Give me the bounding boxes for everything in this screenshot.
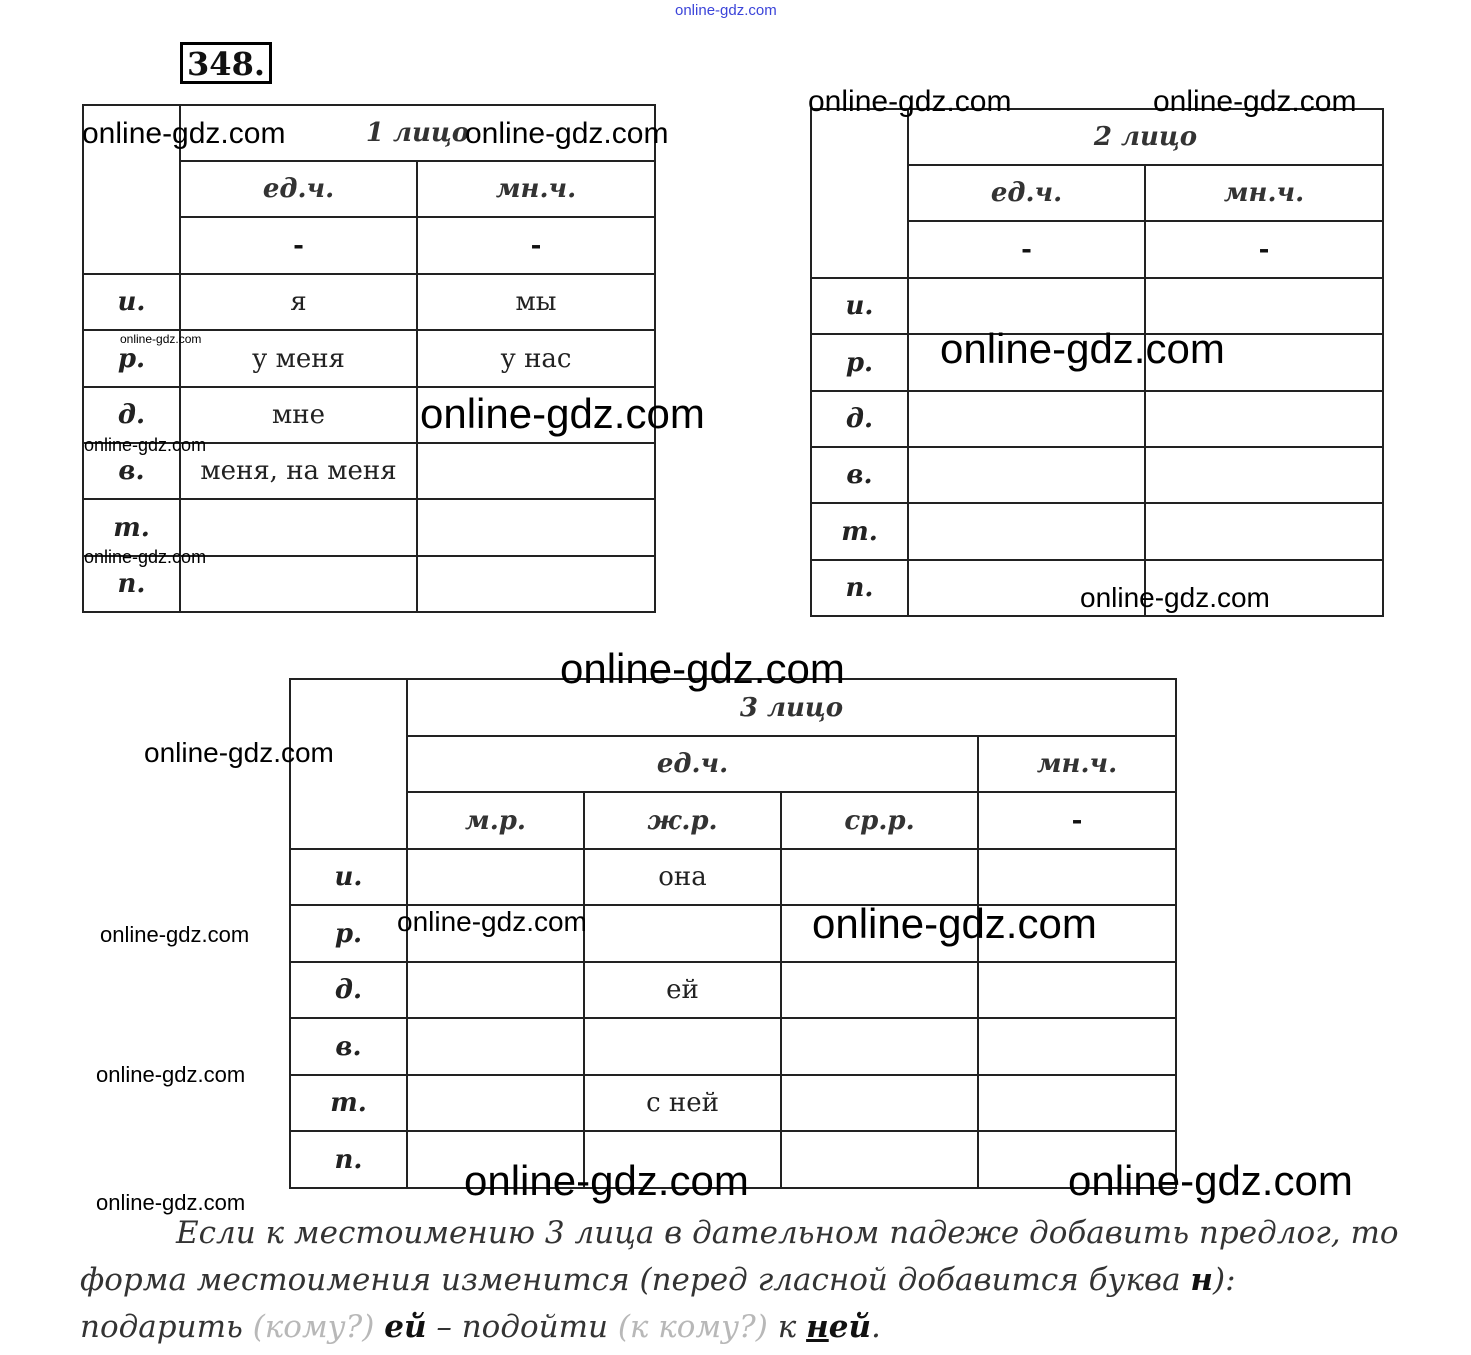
case-label: д. — [290, 962, 407, 1018]
table-cell — [1145, 447, 1383, 503]
case-label: т. — [290, 1075, 407, 1131]
watermark: online-gdz.com — [82, 117, 286, 150]
case-label: д. — [811, 391, 908, 447]
watermark: online-gdz.com — [465, 117, 669, 150]
table-cell: я — [180, 274, 417, 330]
dash-cell: - — [417, 217, 655, 274]
table-cell — [978, 962, 1176, 1018]
col-header-singular: ед.ч. — [908, 165, 1145, 221]
rule-text-span: форма местоимения изменится (перед гласной добавится буква — [80, 1262, 1191, 1298]
watermark: online-gdz.com — [96, 1062, 246, 1087]
case-label: р. — [811, 334, 908, 391]
case-label: и. — [83, 274, 180, 330]
table-cell — [908, 391, 1145, 447]
watermark: online-gdz.com — [397, 906, 587, 937]
table-cell: она — [584, 849, 781, 905]
case-label: п. — [811, 560, 908, 616]
col-header-singular: ед.ч. — [180, 161, 417, 217]
watermark: online-gdz.com — [84, 435, 207, 455]
table-cell — [781, 849, 978, 905]
watermark: online-gdz.com — [812, 900, 1097, 947]
case-label: в. — [83, 443, 180, 499]
table-title: 1 лицо — [180, 105, 655, 161]
table-cell — [584, 1018, 781, 1075]
case-label: п. — [290, 1131, 407, 1188]
table-title: 3 лицо — [407, 679, 1176, 736]
rule-text-span: . — [870, 1309, 881, 1345]
rule-text-span: – подойти — [426, 1309, 618, 1345]
watermark: online-gdz.com — [420, 390, 705, 437]
col-header-singular: ед.ч. — [407, 736, 978, 792]
table-cell — [417, 556, 655, 612]
watermark: online-gdz.com — [675, 2, 777, 19]
table-cell — [417, 443, 655, 499]
table-cell — [407, 962, 584, 1018]
case-label: п. — [83, 556, 180, 612]
table-cell: с ней — [584, 1075, 781, 1131]
table-cell — [908, 447, 1145, 503]
watermark: online-gdz.com — [96, 1190, 246, 1215]
table-cell: ей — [584, 962, 781, 1018]
rule-text — [80, 1210, 1400, 1351]
rule-question: (кому?) — [252, 1309, 375, 1345]
table-cell — [180, 499, 417, 556]
table-cell — [781, 1018, 978, 1075]
table-cell — [407, 1075, 584, 1131]
table-row — [290, 849, 1176, 905]
corner-cell — [811, 109, 908, 278]
table-cell — [584, 905, 781, 962]
dash-cell: - — [908, 221, 1145, 278]
table-cell — [781, 962, 978, 1018]
watermark: online-gdz.com — [808, 85, 1012, 118]
watermark: online-gdz.com — [1153, 85, 1357, 118]
rule-example-word: ей — [828, 1309, 871, 1345]
case-label: и. — [290, 849, 407, 905]
table-cell — [781, 1075, 978, 1131]
table-cell — [1145, 503, 1383, 560]
table-row — [290, 1075, 1176, 1131]
table-first-person — [82, 104, 656, 613]
rule-example-word: ей — [384, 1309, 427, 1345]
rule-line-2 — [80, 1257, 1400, 1304]
case-label: и. — [811, 278, 908, 334]
watermark: online-gdz.com — [1068, 1157, 1353, 1204]
case-label: т. — [811, 503, 908, 560]
rule-text-span: подарить — [80, 1309, 253, 1345]
table-row — [811, 503, 1383, 560]
rule-letter-n: н — [1190, 1262, 1214, 1298]
table-cell: у меня — [180, 330, 417, 387]
table-row — [83, 274, 655, 330]
dash-cell: - — [978, 792, 1176, 849]
case-label: р. — [290, 905, 407, 962]
case-label: д. — [83, 387, 180, 443]
watermark: online-gdz.com — [560, 645, 845, 692]
dash-cell: - — [180, 217, 417, 274]
subheader-masculine: м.р. — [407, 792, 584, 849]
case-label: р. — [83, 330, 180, 387]
watermark: online-gdz.com — [1080, 582, 1270, 613]
watermark: online-gdz.com — [120, 332, 202, 346]
table-row — [811, 391, 1383, 447]
table-cell: у нас — [417, 330, 655, 387]
watermark: online-gdz.com — [464, 1157, 749, 1204]
subheader-feminine: ж.р. — [584, 792, 781, 849]
table-cell — [978, 1018, 1176, 1075]
case-label: в. — [290, 1018, 407, 1075]
watermark: online-gdz.com — [940, 325, 1225, 372]
table-cell — [417, 499, 655, 556]
table-cell: мне — [180, 387, 417, 443]
col-header-plural: мн.ч. — [417, 161, 655, 217]
rule-text-span: ): — [1213, 1262, 1236, 1298]
case-label: т. — [83, 499, 180, 556]
rule-text-span: к — [767, 1309, 807, 1345]
table-cell — [180, 556, 417, 612]
rule-line-3 — [80, 1304, 1400, 1351]
table-cell: меня, на меня — [180, 443, 417, 499]
table-row — [290, 1018, 1176, 1075]
table-cell — [407, 1018, 584, 1075]
subheader-neuter: ср.р. — [781, 792, 978, 849]
table-cell — [908, 503, 1145, 560]
case-label: в. — [811, 447, 908, 503]
table-cell — [978, 1075, 1176, 1131]
table-title: 2 лицо — [908, 109, 1383, 165]
table-cell — [1145, 391, 1383, 447]
exercise-number: 348. — [180, 42, 272, 84]
table-cell — [781, 1131, 978, 1188]
table-cell: мы — [417, 274, 655, 330]
table-cell — [407, 849, 584, 905]
table-row — [811, 447, 1383, 503]
watermark: online-gdz.com — [144, 737, 334, 768]
rule-question: (к кому?) — [617, 1309, 768, 1345]
rule-underlined-letter: н — [806, 1309, 829, 1345]
watermark: online-gdz.com — [100, 922, 250, 947]
watermark: online-gdz.com — [84, 547, 207, 567]
dash-cell: - — [1145, 221, 1383, 278]
col-header-plural: мн.ч. — [1145, 165, 1383, 221]
table-cell — [978, 849, 1176, 905]
rule-line-1: Если к местоимению 3 лица в дательном падеже добавить предлог, то — [176, 1215, 1399, 1251]
col-header-plural: мн.ч. — [978, 736, 1176, 792]
table-row — [290, 962, 1176, 1018]
